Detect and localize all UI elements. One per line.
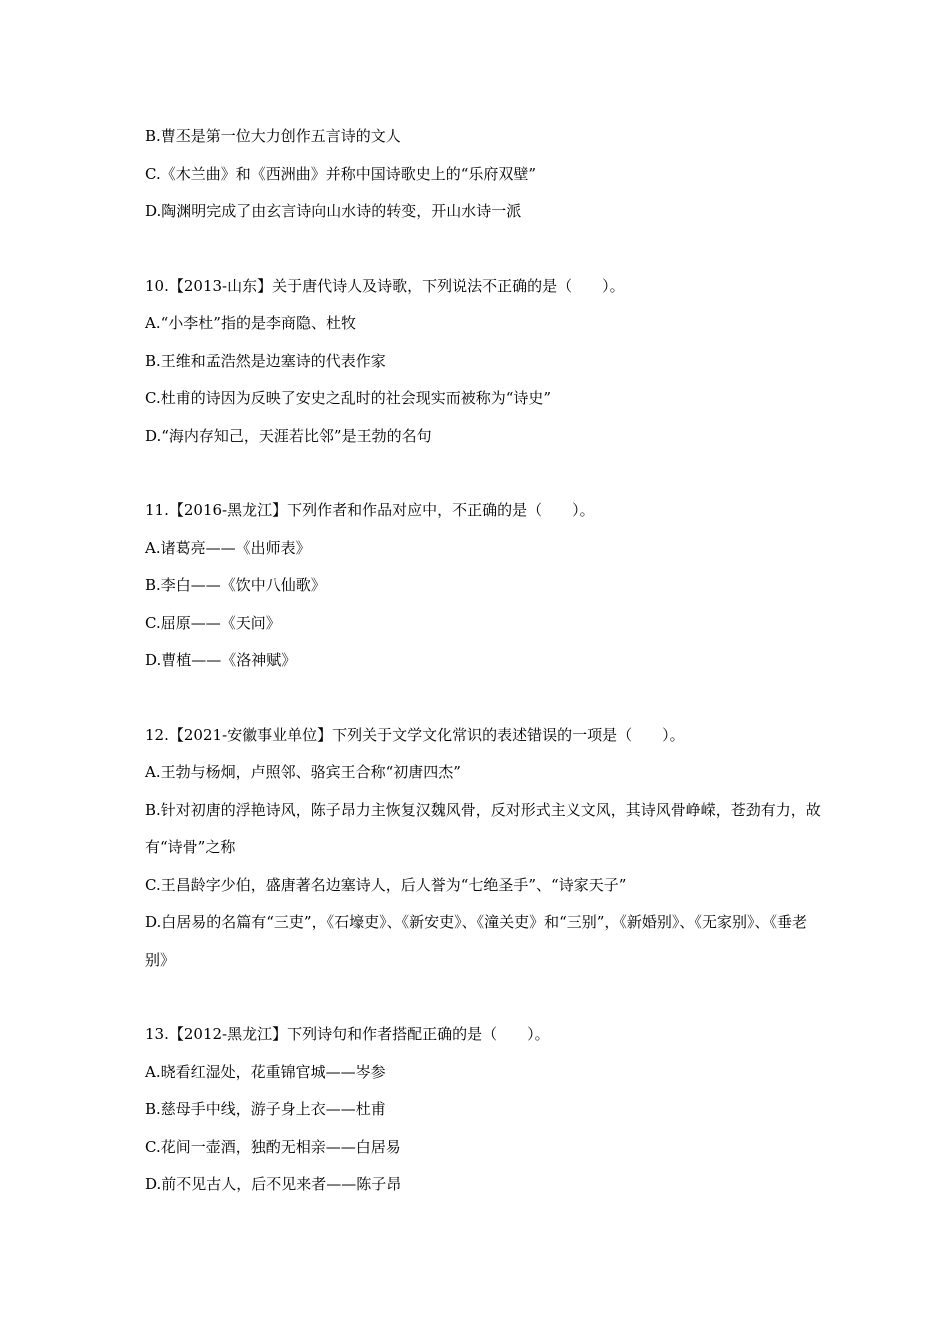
document-page [145,118,825,1204]
option-c: C.花间一壶酒，独酌无相亲——白居易 [145,1137,401,1156]
question-stem: 10.【2013-山东】关于唐代诗人及诗歌，下列说法不正确的是（ ）。 [145,276,625,295]
option-a: A.诸葛亮——《出师表》 [145,538,311,557]
leading-options [145,118,825,231]
question-13 [145,1016,825,1204]
option-b: B.曹丕是第一位大力创作五言诗的文人 [145,127,401,145]
option-a: A.王勃与杨炯，卢照邻、骆宾王合称“初唐四杰” [145,763,461,781]
option-c: C.屈原——《天问》 [145,613,281,632]
option-d: D.陶渊明完成了由玄言诗向山水诗的转变，开山水诗一派 [145,202,522,220]
question-10 [145,268,825,456]
option-d: D.白居易的名篇有“三吏”，《石壕吏》、《新安吏》、《潼关吏》和“三别”，《新婚别》、《无家别》、《垂老别》 [145,913,807,969]
option-b: B.王维和孟浩然是边塞诗的代表作家 [145,351,386,370]
option-b: B.李白——《饮中八仙歌》 [145,576,326,594]
option-a: A.晓看红湿处，花重锦官城——岑参 [145,1062,386,1081]
option-a: A.“小李杜”指的是李商隐、杜牧 [145,314,356,332]
option-b: B.慈母手中线，游子身上衣——杜甫 [145,1100,386,1118]
question-12 [145,717,825,980]
option-c: C.杜甫的诗因为反映了安史之乱时的社会现实而被称为“诗史” [145,389,552,407]
option-b: B.针对初唐的浮艳诗风，陈子昂力主恢复汉魏风骨，反对形式主义文风，其诗风骨峥嵘，苍劲有力，故有“诗骨”之称 [145,800,821,856]
option-d: D.曹植——《洛神赋》 [145,651,297,669]
option-c: C.《木兰曲》和《西洲曲》并称中国诗歌史上的“乐府双壁” [145,164,537,183]
option-c: C.王昌龄字少伯，盛唐著名边塞诗人，后人誉为“七绝圣手”、“诗家天子” [145,875,627,894]
question-stem: 11.【2016-黑龙江】下列作者和作品对应中，不正确的是（ ）。 [145,501,595,519]
question-stem: 12.【2021-安徽事业单位】下列关于文学文化常识的表述错误的一项是（ ）。 [145,725,685,744]
option-d: D.前不见古人，后不见来者——陈子昂 [145,1175,402,1193]
question-11 [145,492,825,680]
question-stem: 13.【2012-黑龙江】下列诗句和作者搭配正确的是（ ）。 [145,1025,550,1043]
option-d: D.“海内存知己，天涯若比邻”是王勃的名句 [145,426,432,445]
